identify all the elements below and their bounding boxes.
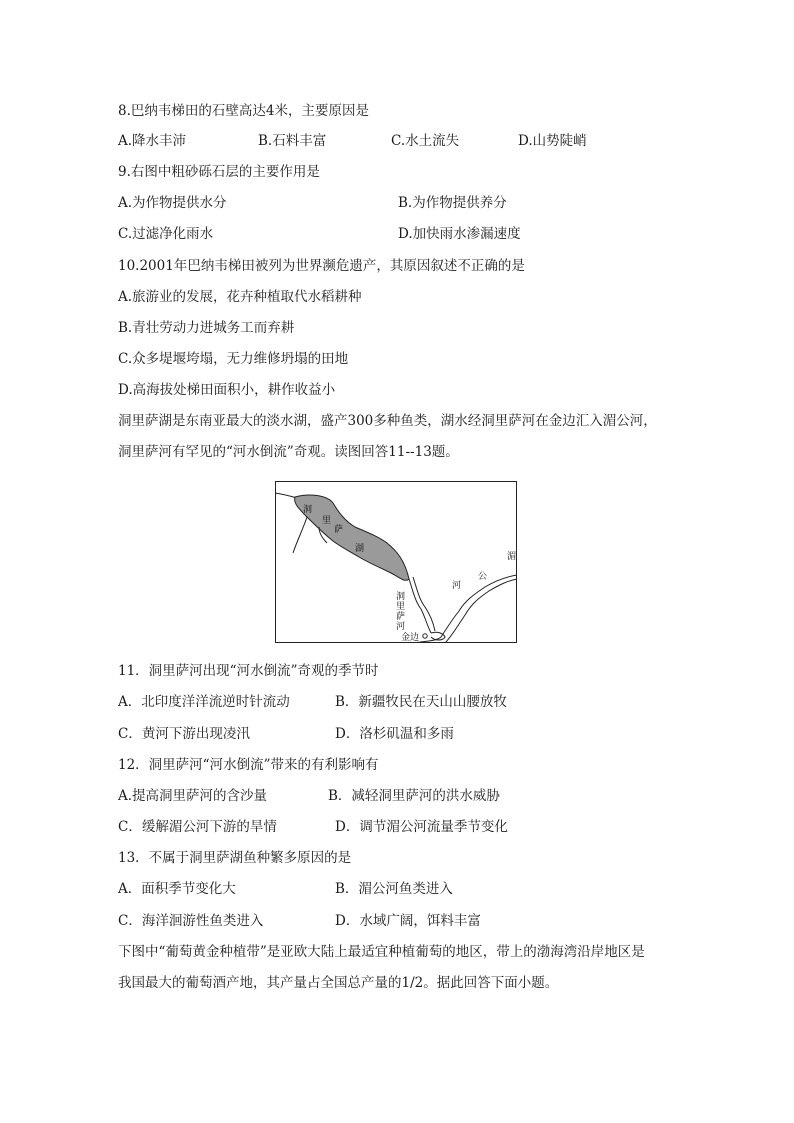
river-label-3: 萨	[396, 612, 406, 622]
question-11-stem: 11．洞里萨河出现“河水倒流”奇观的季节时	[118, 663, 379, 679]
grape-intro-line-2: 我国最大的葡萄酒产地，其产量占全国总产量的1/2。据此回答下面小题。	[118, 975, 559, 991]
mekong-label-2: 公	[478, 572, 488, 582]
question-11-option-b: B．新疆牧民在天山山腰放牧	[335, 694, 507, 710]
question-13-option-d: D．水域广阔，饵料丰富	[335, 913, 481, 929]
question-8-option-b: B.石料丰富	[258, 133, 327, 149]
question-12-option-d: D．调节湄公河流量季节变化	[335, 819, 508, 835]
question-10-option-a: A.旅游业的发展，花卉种植取代水稻耕种	[118, 289, 362, 305]
question-11-option-d: D．洛杉矶温和多雨	[335, 726, 454, 742]
question-9-option-d: D.加快雨水渗漏速度	[398, 226, 521, 242]
question-12-option-b: B．减轻洞里萨河的洪水威胁	[328, 788, 500, 804]
question-12-stem: 12．洞里萨河“河水倒流”带来的有利影响有	[118, 757, 379, 773]
lake-intro-line-2: 洞里萨河有罕见的“河水倒流”奇观。读图回答11--13题。	[118, 444, 459, 460]
question-10-option-d: D.高海拔处梯田面积小，耕作收益小	[118, 382, 336, 398]
phnom-penh-label: 金边	[401, 633, 420, 643]
question-12-option-a: A.提高洞里萨河的含沙量	[118, 788, 268, 804]
question-8-option-a: A.降水丰沛	[118, 133, 187, 149]
question-10-stem: 10.2001年巴纳韦梯田被列为世界濒危遗产，其原因叙述不正确的是	[118, 258, 525, 274]
question-12-option-c: C．缓解湄公河下游的旱情	[118, 819, 277, 835]
river-label-1: 洞	[396, 592, 406, 602]
question-9-option-b: B.为作物提供养分	[398, 195, 507, 211]
question-8-stem: 8.巴纳韦梯田的石壁高达4米，主要原因是	[118, 103, 369, 119]
phnom-penh-marker	[423, 634, 427, 638]
question-11-option-c: C．黄河下游出现凌汛	[118, 726, 250, 742]
lake-label-4: 湖	[355, 544, 365, 554]
river-label-2: 里	[396, 602, 406, 612]
tonle-sap-map	[275, 481, 517, 643]
lake-label-3: 萨	[334, 525, 344, 535]
question-13-stem: 13．不属于洞里萨湖鱼种繁多原因的是	[118, 850, 352, 866]
grape-intro-line-1: 下图中“葡萄黄金种植带”是亚欧大陆上最适宜种植葡萄的地区，带上的渤海湾沿岸地区是	[118, 944, 645, 960]
question-9-option-c: C.过滤净化雨水	[118, 226, 214, 242]
question-13-option-a: A．面积季节变化大	[118, 881, 236, 897]
mekong-label-3: 河	[452, 581, 462, 591]
lake-label-2: 里	[322, 516, 332, 526]
question-13-option-c: C．海洋洄游性鱼类进入	[118, 913, 264, 929]
lake-label-1: 洞	[303, 505, 313, 515]
question-8-option-d: D.山势陡峭	[518, 133, 587, 149]
question-13-option-b: B．湄公河鱼类进入	[335, 881, 453, 897]
river-label-4: 河	[396, 622, 406, 632]
question-8-option-c: C.水土流失	[391, 133, 460, 149]
question-11-option-a: A．北印度洋洋流逆时针流动	[118, 694, 290, 710]
question-10-option-c: C.众多堤堰垮塌，无力维修坍塌的田地	[118, 351, 349, 367]
mekong-label-1: 湄	[507, 552, 517, 562]
question-9-option-a: A.为作物提供水分	[118, 195, 227, 211]
question-9-stem: 9.右图中粗砂砾石层的主要作用是	[118, 164, 320, 180]
question-10-option-b: B.青壮劳动力进城务工而弃耕	[118, 320, 295, 336]
lake-intro-line-1: 洞里萨湖是东南亚最大的淡水湖，盛产300多种鱼类，湖水经洞里萨河在金边汇入湄公河，	[118, 413, 657, 429]
